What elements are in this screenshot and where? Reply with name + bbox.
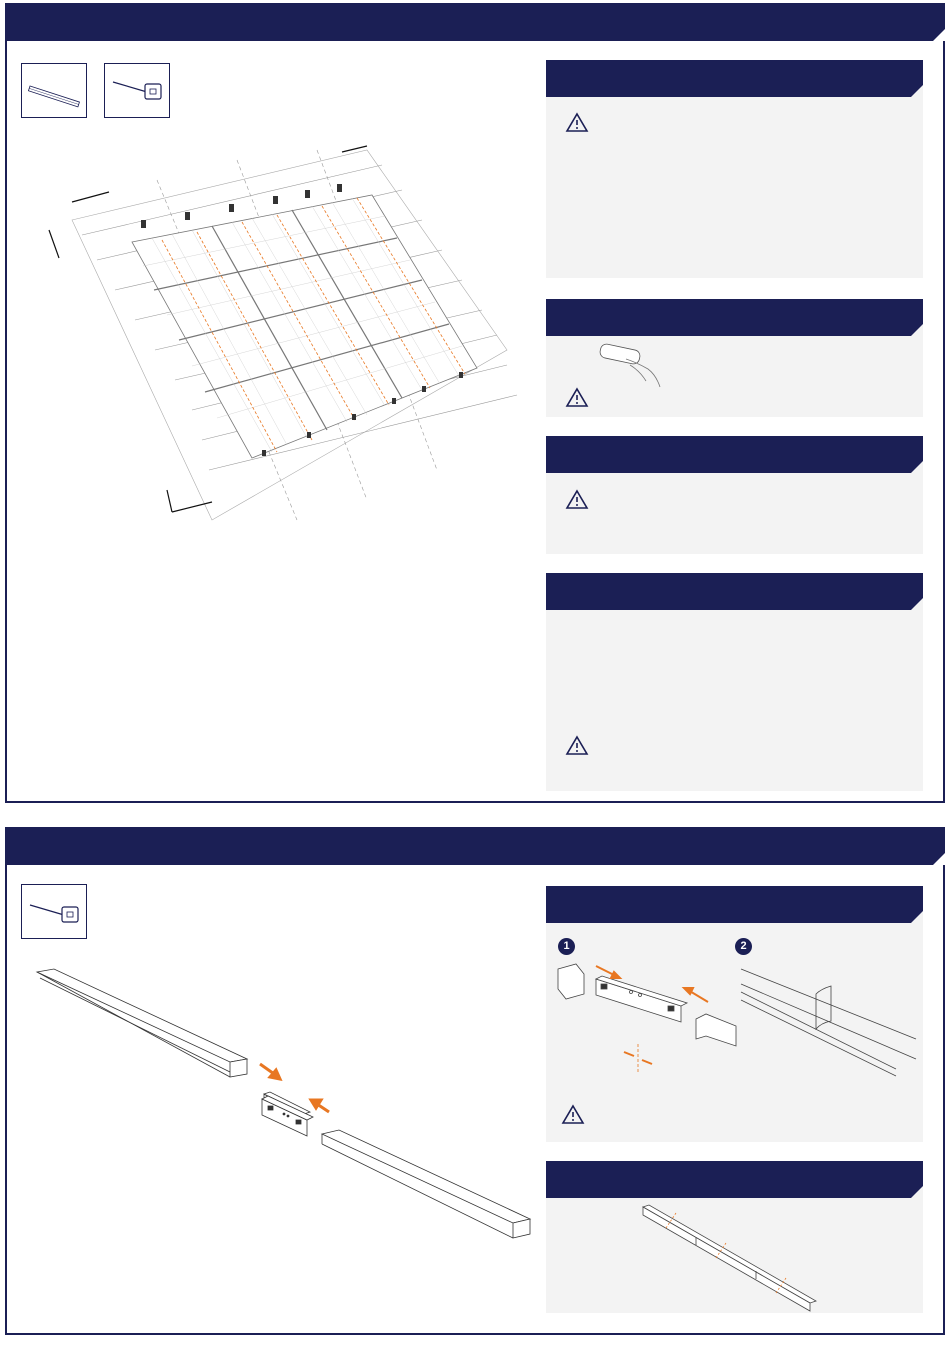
info-panel-1 (546, 60, 923, 278)
step-number-1: 1 (558, 938, 575, 955)
warning-icon (566, 489, 588, 509)
hand-tool-icon (596, 341, 676, 391)
warning-icon (566, 387, 588, 407)
panel-2-header (546, 299, 923, 336)
panel-joined-header (546, 1161, 923, 1198)
section-rail-splice (5, 827, 945, 1335)
section-1-header (7, 5, 943, 41)
panel-4-header (546, 573, 923, 610)
info-panel-2 (546, 299, 923, 417)
panel-3-header (546, 436, 923, 473)
tool-box-rail (21, 63, 87, 118)
rail-splice-illustration (32, 964, 542, 1294)
warning-icon (566, 112, 588, 132)
tool-box-tape (21, 884, 87, 939)
section-roof-layout (5, 3, 945, 803)
panel-splice-header (546, 886, 923, 923)
splice-installed-diagram (736, 964, 916, 1094)
info-panel-splice-steps (546, 886, 923, 1142)
info-panel-3 (546, 436, 923, 554)
splice-insert-diagram (556, 964, 736, 1094)
tape-measure-icon (22, 885, 88, 940)
info-panel-4 (546, 573, 923, 791)
panel-1-header (546, 60, 923, 97)
roof-solar-array-illustration (37, 140, 547, 530)
rail-tool-icon (22, 64, 88, 119)
warning-icon (562, 1104, 584, 1124)
joined-rail-diagram (641, 1203, 821, 1313)
step-number-2: 2 (735, 938, 752, 955)
info-panel-rail-joined (546, 1161, 923, 1313)
tape-measure-icon (105, 64, 171, 119)
tool-box-tape (104, 63, 170, 118)
warning-icon (566, 735, 588, 755)
section-2-header (7, 829, 943, 865)
